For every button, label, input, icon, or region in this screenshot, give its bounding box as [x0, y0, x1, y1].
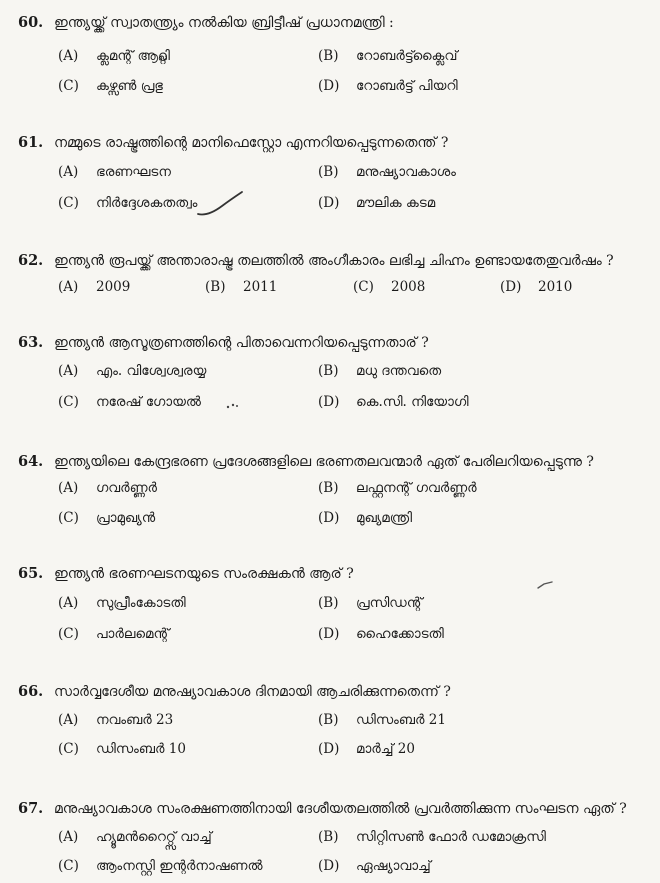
- option-label: (B): [318, 164, 339, 180]
- option-label: (D): [318, 741, 340, 757]
- option-label: (B): [205, 279, 226, 295]
- question-text: ഇന്ത്യയ്ക്ക് സ്വാതന്ത്ര്യം നൽകിയ ബ്രിട്ടീഷ് പ്രധാനമന്ത്രി :: [54, 15, 394, 31]
- option-label: (D): [500, 279, 522, 295]
- option-b: [318, 712, 446, 728]
- option-text: മൗലിക കടമ: [356, 195, 436, 211]
- option-text: റോബർട്ട്ക്ലൈവ്: [356, 48, 458, 64]
- question-line: [18, 252, 614, 269]
- option-b: [318, 164, 456, 180]
- option-b: [318, 48, 458, 64]
- option-text: എം. വിശ്വേശ്വരയ്യ: [96, 363, 207, 379]
- option-text: കഴ്സൺ പ്രഭു: [96, 78, 163, 94]
- option-c: [58, 858, 263, 874]
- question-text: ഇന്ത്യൻ ആസൂത്രണത്തിന്റെ പിതാവെന്നറിയപ്പെടുന്നതാര് ?: [54, 335, 429, 351]
- option-text: 2010: [538, 279, 573, 295]
- option-text: മനുഷ്യാവകാശം: [356, 164, 456, 180]
- option-a: [58, 480, 157, 496]
- option-a: [58, 829, 212, 845]
- option-text: ക്ലമന്റ് ആറ്റ്ലി: [96, 48, 170, 64]
- question-number: 67.: [18, 800, 44, 817]
- option-c: [353, 279, 425, 295]
- option-c: [58, 741, 186, 757]
- option-d: [318, 78, 458, 94]
- option-c: [58, 510, 155, 526]
- option-text: കെ.സി. നിയോഗി: [356, 394, 469, 410]
- pen-tick-mark: [536, 580, 554, 590]
- option-label: (D): [318, 510, 340, 526]
- option-label: (D): [318, 195, 340, 211]
- option-a: [58, 48, 170, 64]
- option-text: ഡിസംബർ 10: [96, 741, 186, 757]
- option-d: [318, 195, 435, 211]
- option-text: മധു ദന്തവതെ: [356, 363, 442, 379]
- ink-dots-mark: [226, 402, 240, 410]
- question-number: 61.: [18, 134, 44, 151]
- question-line: [18, 683, 451, 700]
- question-line: [18, 134, 448, 151]
- question-number: 60.: [18, 14, 44, 31]
- option-label: (A): [58, 712, 79, 728]
- question-text: സാർവ്വദേശീയ മനുഷ്യാവകാശ ദിനമായി ആചരിക്കുന്നതെന്ന് ?: [54, 684, 451, 700]
- option-label: (A): [58, 829, 79, 845]
- question-text: ഇന്ത്യൻ ഭരണഘടനയുടെ സംരക്ഷകൻ ആര് ?: [54, 566, 354, 582]
- option-a: [58, 363, 206, 379]
- option-c: [58, 626, 169, 642]
- option-text: 2011: [243, 279, 278, 295]
- option-text: സുപ്രീംകോടതി: [96, 595, 186, 611]
- option-b: [318, 829, 546, 845]
- question-line: [18, 453, 594, 470]
- option-text: ഭരണഘടന: [96, 164, 171, 180]
- option-d: [318, 858, 431, 874]
- question-line: [18, 14, 394, 31]
- option-b: [205, 279, 277, 295]
- option-text: പ്രസിഡന്റ്: [356, 595, 423, 611]
- question-text: മനുഷ്യാവകാശ സംരക്ഷണത്തിനായി ദേശീയതലത്തിൽ പ്രവർത്തിക്കുന്ന സംഘടന ഏത് ?: [54, 801, 627, 817]
- option-label: (C): [58, 741, 79, 757]
- option-text: ഏഷ്യാവാച്ച്: [356, 858, 431, 874]
- question-number: 63.: [18, 334, 44, 351]
- option-label: (B): [318, 595, 339, 611]
- option-text: ആംനസ്റ്റി ഇന്റർനാഷണൽ: [96, 858, 263, 874]
- option-d: [318, 394, 469, 410]
- option-label: (B): [318, 829, 339, 845]
- option-d: [318, 741, 415, 757]
- option-c: [58, 78, 163, 94]
- option-label: (A): [58, 164, 79, 180]
- option-label: (D): [318, 626, 340, 642]
- option-label: (C): [58, 394, 79, 410]
- option-label: (B): [318, 363, 339, 379]
- option-label: (C): [58, 626, 79, 642]
- question-number: 64.: [18, 453, 44, 470]
- option-text: നിർദ്ദേശകതത്വം: [96, 195, 198, 211]
- option-text: 2008: [391, 279, 426, 295]
- option-label: (D): [318, 394, 340, 410]
- option-text: പ്രാമുഖ്യൻ: [96, 510, 156, 526]
- option-label: (D): [318, 858, 340, 874]
- option-d: [318, 510, 412, 526]
- option-label: (A): [58, 279, 79, 295]
- option-label: (A): [58, 595, 79, 611]
- option-text: 2009: [96, 279, 131, 295]
- option-a: [58, 164, 171, 180]
- option-text: ഗവർണ്ണർ: [96, 480, 157, 496]
- option-text: പാർലമെന്റ്: [96, 626, 170, 642]
- option-label: (C): [58, 78, 79, 94]
- option-label: (B): [318, 480, 339, 496]
- option-text: ഹൈക്കോടതി: [356, 626, 444, 642]
- option-text: നരേഷ് ഗോയൽ: [96, 394, 201, 410]
- option-text: ഡിസംബർ 21: [356, 712, 446, 728]
- option-label: (C): [58, 858, 79, 874]
- question-line: [18, 800, 627, 817]
- option-c: [58, 394, 201, 410]
- question-number: 65.: [18, 565, 44, 582]
- option-label: (C): [353, 279, 374, 295]
- option-label: (A): [58, 363, 79, 379]
- question-text: ഇന്ത്യയിലെ കേന്ദ്രഭരണ പ്രദേശങ്ങളിലെ ഭരണതലവന്മാർ ഏത് പേരിലറിയപ്പെടുന്നു ?: [54, 454, 594, 470]
- option-b: [318, 363, 441, 379]
- option-a: [58, 595, 186, 611]
- question-number: 66.: [18, 683, 44, 700]
- option-text: റോബർട്ട് പിയറി: [356, 78, 458, 94]
- option-text: മുഖ്യമന്ത്രി: [356, 510, 413, 526]
- question-text: ഇന്ത്യൻ രൂപയ്ക്ക് അന്താരാഷ്ട്ര തലത്തിൽ അംഗീകാരം ലഭിച്ച ചിഹ്നം ഉണ്ടായതേതുവർഷം ?: [54, 253, 614, 269]
- option-text: ഹ്യൂമൻറൈറ്റ്സ് വാച്ച്: [96, 829, 212, 845]
- option-b: [318, 595, 423, 611]
- option-label: (C): [58, 510, 79, 526]
- option-label: (A): [58, 480, 79, 496]
- option-text: മാർച്ച് 20: [356, 741, 415, 757]
- pen-stroke-mark: [196, 190, 246, 218]
- option-d: [500, 279, 572, 295]
- question-number: 62.: [18, 252, 44, 269]
- option-c: [58, 195, 197, 211]
- question-line: [18, 334, 429, 351]
- option-text: ലഫ്റ്റനന്റ് ഗവർണ്ണർ: [356, 480, 477, 496]
- option-text: നവംബർ 23: [96, 712, 174, 728]
- option-a: [58, 279, 130, 295]
- option-label: (A): [58, 48, 79, 64]
- option-b: [318, 480, 477, 496]
- question-text: നമ്മുടെ രാഷ്ട്രത്തിന്റെ മാനിഫെസ്റ്റോ എന്നറിയപ്പെടുന്നതെന്ത് ?: [54, 135, 449, 151]
- option-a: [58, 712, 173, 728]
- question-line: [18, 565, 354, 582]
- option-label: (B): [318, 48, 339, 64]
- option-label: (B): [318, 712, 339, 728]
- option-label: (D): [318, 78, 340, 94]
- option-text: സിറ്റിസൺ ഫോർ ഡമോക്രസി: [356, 829, 546, 845]
- option-label: (C): [58, 195, 79, 211]
- option-d: [318, 626, 444, 642]
